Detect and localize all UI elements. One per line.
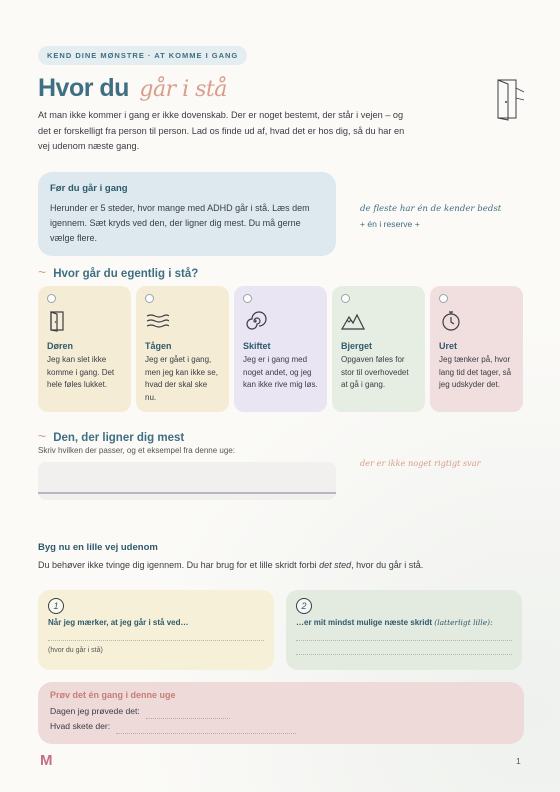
card-skiftet[interactable] xyxy=(234,286,327,412)
spiral-icon xyxy=(243,309,267,333)
before-heading: Før du går i gang xyxy=(50,183,128,194)
card-tagen[interactable] xyxy=(136,286,229,412)
step-number-2: 2 xyxy=(296,598,312,614)
card-radio[interactable] xyxy=(145,294,154,303)
intro-text: At man ikke kommer i gang er ikke dovenskab. Der er noget bestemt, der står i vejen – og det er forskelligt fra person til person. Lad os finde ud af, hvad det er hos dig, så du har en vej udenom næste gang. xyxy=(38,110,405,151)
card-title: Tågen xyxy=(145,341,172,351)
fog-icon xyxy=(145,309,169,333)
card-title: Døren xyxy=(47,341,74,351)
card-title: Bjerget xyxy=(341,341,373,351)
handwritten-note-3: der er ikke noget rigtigt svar xyxy=(360,458,481,468)
card-doren[interactable] xyxy=(38,286,131,412)
card-radio[interactable] xyxy=(47,294,56,303)
try-day-field[interactable] xyxy=(146,709,230,719)
step-1-label: Når jeg mærker, at jeg går i stå ved… xyxy=(48,618,189,627)
step-1-hint: (hvor du går i stå) xyxy=(48,647,103,654)
step-1-box xyxy=(38,590,274,670)
card-bjerget[interactable] xyxy=(332,286,425,412)
step-2-box xyxy=(286,590,522,670)
step-2-label: …er mit mindst mulige næste skridt (latterligt lille): xyxy=(296,618,493,627)
mountain-icon xyxy=(341,309,365,333)
kicker-badge: KEND DINE MØNSTRE · AT KOMME I GANG xyxy=(38,46,247,65)
try-row-day: Dagen jeg prøvede det: xyxy=(50,704,512,719)
card-text: Jeg tænker på, hvor lang tid det tager, så jeg udskyder det. xyxy=(439,355,512,389)
step-number-1: 1 xyxy=(48,598,64,614)
before-you-start-box xyxy=(38,172,336,256)
card-radio[interactable] xyxy=(243,294,252,303)
wave-icon: ~ xyxy=(38,264,47,280)
clock-icon xyxy=(439,309,463,333)
card-title: Skiftet xyxy=(243,341,271,351)
step-1-answer-line[interactable] xyxy=(48,627,264,641)
wave-icon: ~ xyxy=(38,428,47,444)
section-heading-match: ~ Den, der ligner dig mest xyxy=(38,428,185,444)
card-title: Uret xyxy=(439,341,458,351)
section-heading-where: ~ Hvor går du egentlig i stå? xyxy=(38,264,199,280)
before-text: Herunder er 5 steder, hvor mange med ADHD går i stå. Læs dem igennem. Sæt kryds ved den, der ligner dig mest. Du må gerne vælge flere. xyxy=(50,203,310,243)
card-radio[interactable] xyxy=(439,294,448,303)
step-2-answer-line-2[interactable] xyxy=(296,641,512,655)
try-row-what: Hvad skete der: xyxy=(50,719,512,734)
try-this-week-box xyxy=(38,682,524,744)
step-2-answer-line-1[interactable] xyxy=(296,627,512,641)
card-text: Opgaven føles for stor til overhovedet at gå i gang. xyxy=(341,355,409,389)
page-title xyxy=(38,74,227,103)
door-sketch-icon xyxy=(494,76,526,122)
match-answer-field[interactable] xyxy=(38,462,336,500)
match-instruction: Skriv hvilken der passer, og et eksempel fra denne uge: xyxy=(38,446,235,455)
door-icon xyxy=(47,309,71,333)
handwritten-note-2: + én i reserve + xyxy=(360,219,420,229)
try-heading: Prøv det én gang i denne uge xyxy=(50,690,176,700)
card-uret[interactable] xyxy=(430,286,523,412)
try-what-field[interactable] xyxy=(116,724,296,734)
brand-logo: M xyxy=(40,752,53,769)
card-text: Jeg er gået i gang, men jeg kan ikke se, hvad der skal ske nu. xyxy=(145,355,218,402)
page-number: 1 xyxy=(516,756,521,766)
byg-heading: Byg nu en lille vej udenom xyxy=(38,542,158,553)
title-script: går i stå xyxy=(139,77,227,102)
title-main: Hvor du xyxy=(38,74,129,102)
stuck-cards xyxy=(38,286,524,412)
card-radio[interactable] xyxy=(341,294,350,303)
handwritten-note-1: de fleste har én de kender bedst xyxy=(360,204,502,214)
card-text: Jeg er i gang med noget andet, og jeg kan ikke rive mig løs. xyxy=(243,355,318,389)
byg-text: Du behøver ikke tvinge dig igennem. Du har brug for et lille skridt forbi det sted, hvor du går i stå. xyxy=(38,560,424,570)
card-text: Jeg kan slet ikke komme i gang. Det hele føles lukket. xyxy=(47,355,115,389)
